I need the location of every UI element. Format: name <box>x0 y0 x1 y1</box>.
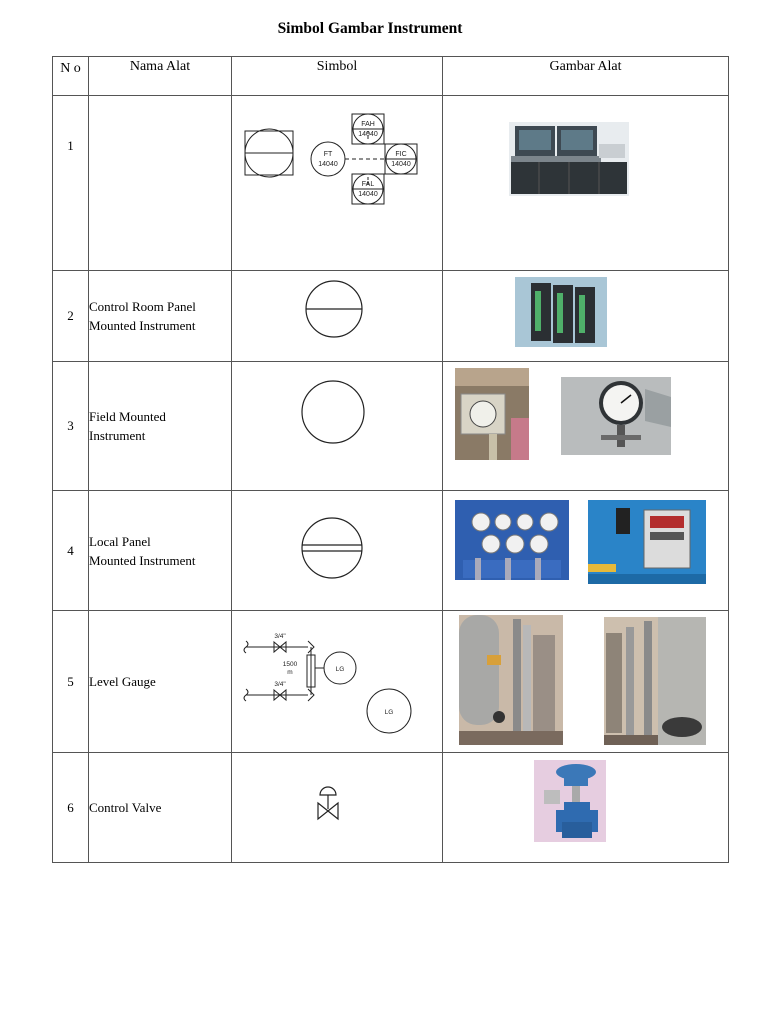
picture-cell <box>443 362 729 491</box>
instrument-name-line: Mounted Instrument <box>89 318 196 333</box>
panel-instruments-photo <box>515 277 607 347</box>
symbol-cell <box>232 271 443 362</box>
picture-cell <box>443 753 729 863</box>
instrument-name-line: Local Panel <box>89 533 151 549</box>
row-number: 5 <box>53 611 89 753</box>
instrument-name-line: Instrument <box>89 428 146 443</box>
fah-number: 14040 <box>358 131 378 138</box>
field-mounted-symbol <box>232 362 443 491</box>
gauge-length-unit: m <box>287 669 293 676</box>
valve-size-top: 3/4" <box>274 633 286 640</box>
lg-tag-1: LG <box>335 666 345 673</box>
digital-controller-photo <box>588 500 706 584</box>
instrument-name-line: Control Room Panel <box>89 299 196 314</box>
table-header-row <box>53 57 729 96</box>
fal-tag: FAL <box>361 181 375 188</box>
fah-tag: FAH <box>361 121 375 128</box>
fic-tag: FIC <box>395 151 407 158</box>
row-number: 3 <box>53 362 89 491</box>
instrument-name-line: Control Valve <box>89 800 162 815</box>
instrument-name <box>89 491 232 611</box>
header-gambar-alat: Gambar Alat <box>443 57 729 96</box>
gauge-panel-photo <box>455 500 569 580</box>
table-row <box>53 271 729 362</box>
symbol-cell <box>232 611 443 753</box>
symbol-cell <box>232 362 443 491</box>
row-number: 6 <box>53 753 89 863</box>
picture-cell <box>443 96 729 271</box>
pressure-gauge-photo <box>561 377 671 455</box>
fal-number: 14040 <box>358 191 378 198</box>
instrument-name <box>89 96 232 271</box>
level-gauge-tank-photo <box>459 615 563 745</box>
instrument-name-line: Level Gauge <box>89 674 156 689</box>
level-gauge-vessel-photo <box>604 617 706 745</box>
instrument-name <box>89 753 232 863</box>
symbol-cell <box>232 491 443 611</box>
ft-number: 14040 <box>318 161 338 168</box>
gauge-length: 1500 <box>282 661 298 668</box>
picture-cell <box>443 271 729 362</box>
table-row <box>53 96 729 271</box>
level-gauge-symbol <box>232 611 443 753</box>
row-number: 4 <box>53 491 89 611</box>
header-no: N o <box>53 57 89 96</box>
header-nama-alat: Nama Alat <box>89 57 232 96</box>
instrument-name-line: Mounted Instrument <box>89 552 196 568</box>
header-simbol: Simbol <box>232 57 443 96</box>
instrument-name <box>89 362 232 491</box>
table-row <box>53 491 729 611</box>
row-number: 2 <box>53 271 89 362</box>
control-valve-photo <box>534 760 606 842</box>
control-room-panel-symbol <box>232 271 443 362</box>
control-console-photo <box>509 122 629 196</box>
instrument-name <box>89 271 232 362</box>
table-row <box>53 362 729 491</box>
page-title: Simbol Gambar Instrument <box>277 20 463 37</box>
fic-number: 14040 <box>391 161 411 168</box>
table-row <box>53 611 729 753</box>
local-panel-symbol <box>232 491 443 611</box>
valve-size-bottom: 3/4" <box>274 681 286 688</box>
dcs-shared-display-symbol <box>232 96 443 271</box>
ft-tag: FT <box>323 151 333 158</box>
table-row <box>53 753 729 863</box>
picture-cell <box>443 611 729 753</box>
instrument-table <box>52 56 729 863</box>
symbol-cell <box>232 753 443 863</box>
control-valve-symbol <box>232 753 443 863</box>
lg-tag-2: LG <box>384 709 394 716</box>
row-number: 1 <box>53 96 89 271</box>
instrument-name-line: Field Mounted <box>89 409 166 424</box>
picture-cell <box>443 491 729 611</box>
instrument-name <box>89 611 232 753</box>
field-gauge-box-photo <box>455 368 529 460</box>
symbol-cell <box>232 96 443 271</box>
